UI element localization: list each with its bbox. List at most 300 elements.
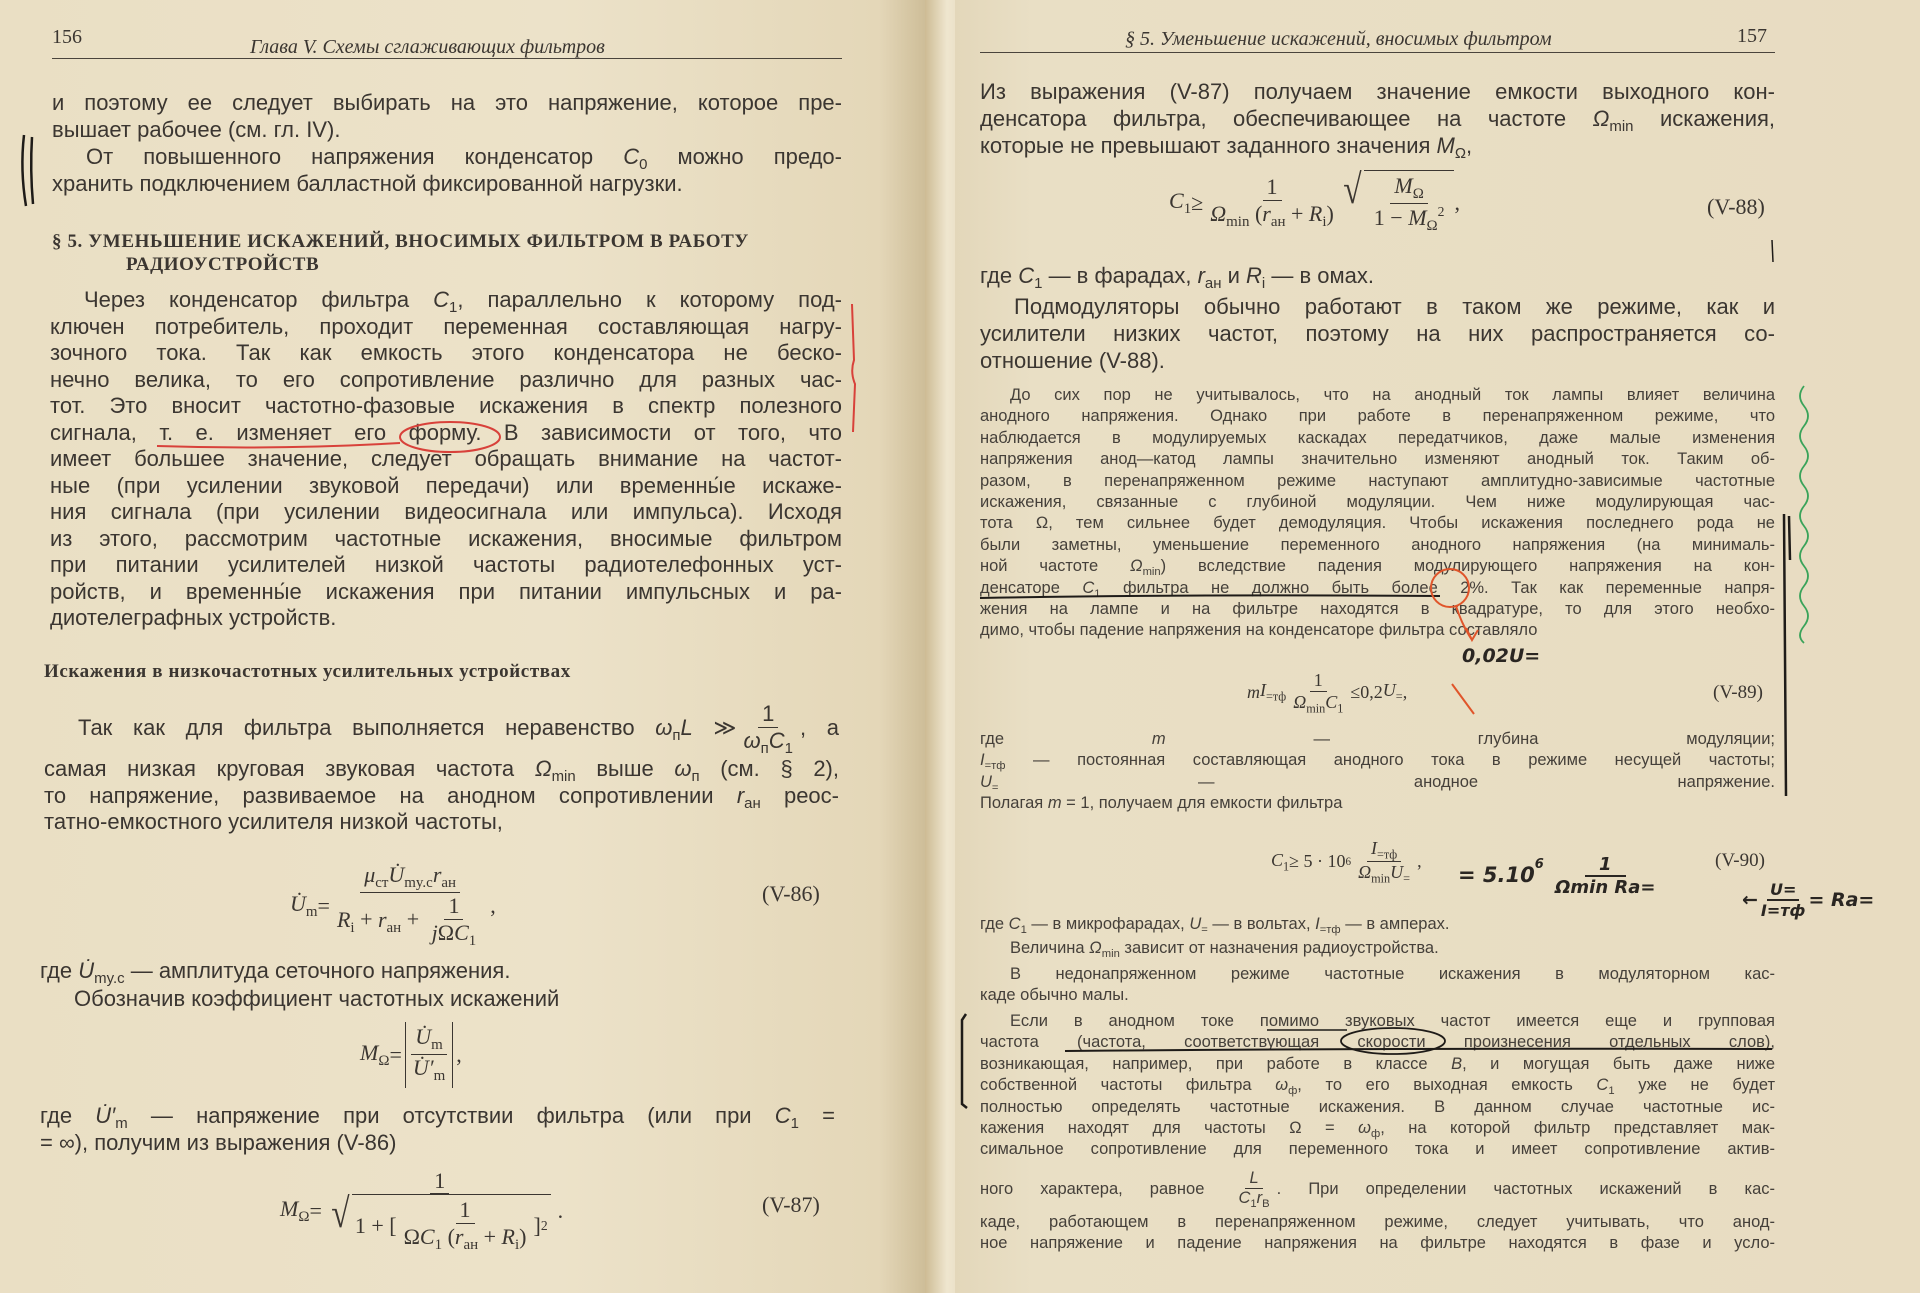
text-run: 1 xyxy=(1266,174,1278,200)
math-variable: $C_1$ xyxy=(454,919,477,949)
text-run: можно предо- xyxy=(647,144,842,169)
text-line: разом, в перенапряженном режиме наступают амплитудно-зависимые частотные xyxy=(980,471,1775,490)
math-variable: $U̇'_m$ xyxy=(412,1055,446,1085)
radicand xyxy=(352,1194,551,1254)
text-run: реос- xyxy=(760,782,839,808)
text-line: нечно велика, то его сопротивление различно для разных час- xyxy=(50,366,842,392)
paragraph xyxy=(52,144,842,197)
math-fraction xyxy=(400,1197,531,1254)
text-run: где xyxy=(40,958,79,983)
math-fraction xyxy=(405,1022,453,1088)
text-run: = xyxy=(309,1198,322,1223)
text-line: ключен потребитель, проходит переменная составляющая нагру- xyxy=(50,313,842,339)
text-run: Через конденсатор фильтра xyxy=(84,287,434,312)
math-variable: $R_i$ xyxy=(1246,263,1266,293)
text-line xyxy=(980,1075,1775,1096)
text-line xyxy=(980,105,1776,136)
handwritten-margin-note xyxy=(1742,880,1874,920)
text-line xyxy=(980,262,1775,293)
text-run: , на которой фильтр представляет мак- xyxy=(1380,1118,1775,1137)
page-number: 156 xyxy=(52,26,82,48)
math-fraction xyxy=(1206,174,1338,231)
text-run: Ω xyxy=(403,1223,420,1249)
fraction-denominator xyxy=(1370,204,1449,235)
text-line: симальное сопротивление для переменного тока и имеет сопротивление актив- xyxy=(980,1140,1775,1159)
text-run: где xyxy=(980,730,1152,748)
math-variable: $\mu_{ст}$ xyxy=(364,862,389,892)
math-variable: $C_1$ xyxy=(1325,691,1344,715)
math-variable: $M_\Omega$ xyxy=(280,1195,310,1226)
math-variable: $U_=$ xyxy=(980,772,999,794)
text-line: напряжения анод—катод лампы значительно изменяют анодный ток. Таким об- xyxy=(980,450,1775,469)
text-run: ной частоте xyxy=(980,557,1130,576)
math-variable: $\Omega_{min}$ xyxy=(1358,862,1391,886)
text-run: ≥ 5 · 10 xyxy=(1289,851,1346,872)
math-fraction xyxy=(739,701,796,757)
paragraph xyxy=(980,262,1775,293)
text-run: 1 xyxy=(762,701,775,727)
fraction-numerator xyxy=(360,862,460,893)
fraction-numerator xyxy=(1367,838,1401,862)
math-variable: $U̇'_m$ xyxy=(95,1103,128,1133)
fraction-denominator xyxy=(400,1224,531,1254)
small-print-paragraph xyxy=(980,964,1775,1007)
math-variable: $\Omega_{min}$ xyxy=(534,756,576,786)
handwritten-text: = 5.10 xyxy=(1458,863,1535,887)
text-run: ( xyxy=(442,1223,455,1249)
text-line: зочного тока. Так как емкость этого конденсатора не беско- xyxy=(50,340,842,365)
fraction-denominator xyxy=(428,920,481,950)
fraction-numerator xyxy=(1390,173,1427,204)
text-run: 1 xyxy=(434,1168,446,1193)
text-line xyxy=(980,729,1775,750)
text-line xyxy=(980,793,1775,814)
paragraph xyxy=(980,293,1775,374)
equation-number: (V-87) xyxy=(762,1192,820,1217)
subsection-heading xyxy=(44,660,834,684)
text-line: ния сигнала (при усилении видеосигнала или импульса). Исходя xyxy=(50,499,842,524)
text-line: усилители низких частот, поэтому на них распространяется со- xyxy=(980,321,1775,346)
small-print-paragraph xyxy=(980,914,1775,935)
math-variable: L xyxy=(680,715,693,740)
math-variable: $r_{ан}$ xyxy=(736,782,761,812)
text-run: то напряжение, развиваемое на анодном сопротивлении xyxy=(44,782,737,808)
fraction-numerator xyxy=(758,701,778,727)
text-run: , а xyxy=(799,715,839,740)
text-line xyxy=(44,783,839,810)
math-variable: $R_i$ xyxy=(501,1223,520,1253)
text-run: ] xyxy=(533,1213,541,1238)
fraction-denominator xyxy=(739,728,796,757)
text-run: Величина xyxy=(1010,939,1090,957)
text-line: были заметны, уменьшение переменного анодного напряжения (на минималь- xyxy=(980,535,1775,554)
text-run: — глубина модуляции; xyxy=(1165,730,1775,748)
math-variable: $C_1$ xyxy=(1596,1076,1615,1098)
equation-v89 xyxy=(1247,670,1407,715)
math-variable: $\Omega_{min}$ xyxy=(1089,939,1120,960)
text-run: денсаторе xyxy=(980,578,1083,597)
text-run: + xyxy=(401,906,425,932)
text-line: Из выражения (V-87) получаем значение емкости выходного кон- xyxy=(980,79,1775,104)
math-variable: $U_=$ xyxy=(1390,862,1411,886)
text-line: имеет большее значение, следует обращать внимание на частот- xyxy=(50,446,842,471)
text-run: кажения находят для частоты Ω = xyxy=(980,1118,1359,1137)
math-variable: B xyxy=(1451,1054,1463,1073)
math-sqrt xyxy=(329,1191,551,1254)
handwritten-numerator: U= xyxy=(1767,880,1799,901)
heading-line: § 5. УМЕНЬШЕНИЕ ИСКАЖЕНИЙ, ВНОСИМЫХ ФИЛЬТРОМ В РАБОТУ xyxy=(52,231,749,252)
text-run: возникающая, например, при работе в классе xyxy=(980,1054,1452,1073)
text-run: 1 xyxy=(448,893,460,919)
math-variable: $I_{=тф}$ xyxy=(1315,915,1341,936)
math-variable: $\Omega_{min}$ xyxy=(1293,691,1326,715)
handwritten-fraction xyxy=(1761,880,1806,920)
text-line xyxy=(980,132,1775,163)
text-run: = xyxy=(798,1103,835,1128)
equation-number: (V-90) xyxy=(1715,850,1765,871)
text-run: . xyxy=(557,1198,564,1223)
equation-number: (V-86) xyxy=(762,881,820,906)
text-line: татно-емкостного усилителя низкой частоты, xyxy=(44,809,503,834)
fraction-denominator xyxy=(409,1055,449,1085)
text-run: 1 xyxy=(1313,670,1323,690)
equation-number: (V-88) xyxy=(1707,194,1765,219)
math-fraction xyxy=(428,893,481,950)
text-line: из этого, рассмотрим частотные искажения, вносимые фильтром xyxy=(50,525,842,551)
handwritten-correction: 0,02U= xyxy=(1462,645,1541,667)
math-variable: $r_{ан}$ xyxy=(1262,200,1286,231)
text-run: = xyxy=(389,1041,402,1067)
text-line: при питании усилителей низкой частоты радиотелефонных уст- xyxy=(50,552,842,577)
right-page xyxy=(955,0,1920,1293)
math-variable: $R_i$ xyxy=(336,906,355,937)
math-variable: m xyxy=(1247,682,1260,703)
math-variable: $I_{=тф}$ xyxy=(980,751,1006,773)
equation-v90 xyxy=(1271,838,1422,886)
text-run: — анодное напряжение. xyxy=(998,772,1775,791)
math-variable: $C_1$ xyxy=(1018,263,1043,293)
handwritten-denominator: I=тф xyxy=(1760,901,1806,920)
small-print-paragraph xyxy=(980,1166,1775,1255)
text-run: , xyxy=(490,893,496,919)
handwritten-text: = Ra= xyxy=(1808,889,1875,911)
struck-text: 0,2 xyxy=(1360,682,1383,703)
text-run: + xyxy=(478,1223,502,1249)
text-line: наблюдается в модулируемых каскадах передатчиков, даже малые изменения xyxy=(980,428,1775,447)
equation-v86 xyxy=(290,862,496,950)
math-variable: $I_{=тф}$ xyxy=(1260,680,1287,704)
fraction-numerator xyxy=(444,893,463,919)
text-line: хранить подключением балластной фиксированной нагрузки. xyxy=(52,170,683,196)
text-run: . При определении частотных искажений в кас- xyxy=(1276,1180,1775,1198)
math-variable: $\omega_п$ xyxy=(743,727,769,757)
math-variable: $U̇_{my.c}$ xyxy=(388,862,433,892)
text-run: ≤ xyxy=(1350,682,1361,703)
fraction-denominator xyxy=(325,1191,555,1254)
text-run: ≫ xyxy=(692,715,737,740)
math-variable: $U̇_m$ xyxy=(415,1024,443,1054)
running-head: Глава V. Схемы сглаживающих фильтров xyxy=(250,36,605,58)
math-variable: $C_1$ xyxy=(1082,578,1101,600)
handwritten-fraction xyxy=(1555,854,1655,898)
paragraph xyxy=(52,90,842,143)
text-line xyxy=(980,556,1775,577)
text-run: искажения, xyxy=(1633,106,1776,131)
text-run: ного характера, равное xyxy=(980,1180,1232,1198)
math-variable: $C_1$ xyxy=(1238,1188,1257,1210)
page-number: 157 xyxy=(1737,25,1767,47)
text-line: диотелеграфных устройств. xyxy=(50,605,337,630)
small-print-paragraph xyxy=(980,1011,1775,1161)
fraction-numerator xyxy=(1263,174,1282,200)
fraction-denominator xyxy=(1206,201,1338,231)
text-run: , параллельно к которому под- xyxy=(457,287,843,312)
text-line: каде обычно малы. xyxy=(980,986,1129,1005)
math-variable: $C_1$ xyxy=(433,287,458,317)
text-line: Подмодуляторы обычно работают в таком же режиме, как и xyxy=(1014,294,1775,319)
text-line: искажения, связанные с глубиной модуляции. Чем ниже модулирующая час- xyxy=(980,492,1775,511)
text-line: полностью определять частотные искажения. В данном случае частотные ис- xyxy=(980,1097,1775,1116)
text-run: 1 xyxy=(459,1197,471,1223)
text-line: тота Ω, тем сильнее будет демодуляция. Чтобы искажения последнего рода не xyxy=(980,514,1775,533)
math-superscript: 2 xyxy=(540,1217,548,1233)
math-variable: $\omega_ф$ xyxy=(1275,1076,1298,1098)
text-line xyxy=(980,772,1775,793)
header-rule xyxy=(52,58,842,59)
text-run: — в амперах. xyxy=(1340,915,1450,933)
fraction-numerator xyxy=(1310,670,1327,692)
math-variable: $C_1$ xyxy=(1008,915,1027,936)
text-run: , xyxy=(456,1041,462,1067)
text-line: тот. Это вносит частотно-фазовые искажения в спектр полезного xyxy=(50,393,842,418)
text-run: фильтра не должно быть более 2%. Так как переменные напря- xyxy=(1100,578,1775,597)
fraction-numerator xyxy=(430,1168,449,1194)
handwritten-addition xyxy=(1458,854,1656,898)
text-run: — в вольтах, xyxy=(1207,915,1316,933)
math-variable: $\Omega_{min}$ xyxy=(1592,106,1634,136)
text-run: выше xyxy=(575,756,675,781)
text-line: димо, чтобы падение напряжения на конденсаторе фильтра составляло xyxy=(980,621,1538,640)
text-line: отношение (V-88). xyxy=(980,348,1165,373)
paragraph xyxy=(980,78,1776,163)
text-run: — в микрофарадах, xyxy=(1026,915,1190,933)
paragraph xyxy=(44,700,839,836)
equation-number: (V-89) xyxy=(1713,682,1763,703)
text-run: + xyxy=(354,906,378,932)
text-run: ) xyxy=(1326,200,1334,226)
text-line xyxy=(980,938,1775,959)
text-line: ройств, и временны́е искажения при питании импульсных и ра- xyxy=(50,578,842,604)
math-variable: $\Omega_{min}$ xyxy=(1130,557,1161,579)
text-run: ≥ xyxy=(1191,189,1204,215)
math-variable: $C_1$ xyxy=(768,727,793,757)
text-run: , и могущая быть даже ниже xyxy=(1462,1054,1775,1073)
text-line xyxy=(980,1166,1775,1212)
math-variable: L xyxy=(1249,1168,1259,1187)
text-run: — напряжение при отсутствии фильтра (или при xyxy=(127,1103,775,1128)
fraction-numerator xyxy=(411,1024,447,1055)
fraction-denominator xyxy=(1234,1189,1273,1211)
heading-line: РАДИОУСТРОЙСТВ xyxy=(126,254,320,275)
text-run: денсатора фильтра, обеспечивающее на частоте xyxy=(980,106,1593,131)
math-fraction xyxy=(1289,670,1347,715)
text-run: которые не превышают заданного значения xyxy=(980,133,1437,158)
paragraph xyxy=(40,986,835,1013)
text-line xyxy=(50,287,843,317)
math-fraction xyxy=(1234,1169,1273,1211)
math-fraction xyxy=(1370,173,1449,236)
math-variable: $r_{ан}$ xyxy=(1197,263,1222,293)
math-variable: $U_=$ xyxy=(1382,680,1403,704)
text-run: ) вследствие падения модулирующего напряжения на кон- xyxy=(1160,557,1775,576)
text-run: ( xyxy=(1249,200,1263,226)
math-fraction xyxy=(1354,838,1414,886)
radical-sign: √ xyxy=(1343,167,1362,213)
text-line: частота (частота, соответствующая скорости произнесения отдельных слов), xyxy=(980,1033,1775,1052)
fraction-denominator xyxy=(1289,692,1347,715)
text-line: сигнала, т. е. изменяет его форму. В зависимости от того, что xyxy=(50,419,842,445)
heading-line: Искажения в низкочастотных усилительных устройствах xyxy=(44,661,571,682)
left-page xyxy=(0,0,935,1293)
text-run: , то его выходная емкость xyxy=(1297,1076,1597,1095)
math-variable: $I_{=тф}$ xyxy=(1370,838,1398,862)
math-variable: j xyxy=(431,919,438,945)
paragraph xyxy=(50,287,842,632)
math-variable: $r_{ан}$ xyxy=(432,862,457,892)
math-variable: $C_1$ xyxy=(1271,849,1290,873)
text-line: ное напряжение и падение напряжения на фильтре находятся в фазе и усло- xyxy=(980,1234,1775,1253)
text-run: где xyxy=(980,263,1019,288)
math-variable: $M_\Omega^2$ xyxy=(1408,204,1445,235)
text-run: 1 + [ xyxy=(354,1213,397,1238)
text-line: каде, работающем в перенапряженном режиме, следует учитывать, что анод- xyxy=(980,1213,1775,1231)
text-line: жения на лампе и на фильтре находятся в квадратуре, то для этого необхо- xyxy=(980,599,1775,618)
math-variable: m xyxy=(1047,794,1062,813)
text-line: = ∞), получим из выражения (V-86) xyxy=(40,1129,397,1155)
text-line xyxy=(980,1118,1775,1139)
text-line: Обозначив коэффициент частотных искажений xyxy=(74,986,560,1011)
small-print-paragraph xyxy=(980,385,1775,642)
text-line xyxy=(52,144,842,174)
math-variable: $U̇_m$ xyxy=(290,890,318,921)
fraction-numerator xyxy=(456,1197,475,1223)
section-heading xyxy=(52,230,842,276)
math-variable: $M_\Omega$ xyxy=(360,1039,390,1070)
math-variable: $C_1$ xyxy=(774,1103,799,1133)
math-variable: $M_\Omega$ xyxy=(1394,173,1424,203)
text-line: вышает рабочее (см. гл. IV). xyxy=(52,116,341,142)
text-line xyxy=(980,1054,1775,1075)
text-run: Полагая xyxy=(980,794,1048,813)
math-variable: $\omega_п$ xyxy=(674,756,700,786)
handwritten-numerator: 1 xyxy=(1585,854,1626,877)
fraction-denominator xyxy=(1354,862,1414,885)
text-run: = xyxy=(317,893,330,919)
text-run: — в фарадах, xyxy=(1042,263,1198,288)
radical-sign: √ xyxy=(331,1191,350,1238)
handwritten-exponent: 6 xyxy=(1534,857,1544,872)
equation-v88 xyxy=(1169,167,1460,236)
math-variable: $\omega_ф$ xyxy=(1358,1118,1381,1140)
text-run: собственной частоты фильтра xyxy=(980,1076,1276,1095)
math-variable: $U_=$ xyxy=(1189,915,1208,936)
text-line xyxy=(40,1103,835,1133)
text-run: — в омах. xyxy=(1265,263,1374,288)
text-line xyxy=(40,958,835,988)
math-variable: $R_i$ xyxy=(1308,200,1327,231)
equation-v87 xyxy=(280,1168,563,1254)
text-line: До сих пор не учитывалось, что на анодный ток лампы влияет величина xyxy=(1010,386,1775,404)
text-run: 1 − xyxy=(1373,205,1409,231)
text-run: самая низкая круговая звуковая частота xyxy=(44,756,535,781)
text-run: + xyxy=(1285,200,1309,226)
text-run: От повышенного напряжения конденсатор xyxy=(86,144,624,169)
math-variable: $r_B$ xyxy=(1256,1188,1270,1210)
text-run: — постоянная составляющая анодного тока в режиме несущей частоты; xyxy=(1005,751,1775,770)
math-variable: $C_1$ xyxy=(419,1223,443,1253)
text-line xyxy=(980,578,1775,599)
arrow-left-icon: ← xyxy=(1742,889,1758,911)
fraction-numerator xyxy=(1245,1169,1262,1189)
math-variable: $C_1$ xyxy=(1169,187,1192,217)
text-run: и xyxy=(1221,263,1247,288)
text-line xyxy=(44,756,839,786)
math-variable: m xyxy=(1151,730,1166,748)
text-line: и поэтому ее следует выбирать на это напряжение, которое пре- xyxy=(52,90,842,115)
text-run: зависит от назначения радиоустройства. xyxy=(1119,939,1439,957)
text-run: = 1, получаем для емкости фильтра xyxy=(1061,794,1343,813)
text-run: ) xyxy=(519,1223,527,1249)
paragraph xyxy=(40,958,835,988)
math-sqrt xyxy=(1341,167,1455,236)
text-run: где xyxy=(980,915,1009,933)
text-line: В недонапряженном режиме частотные искажения в модуляторном кас- xyxy=(1010,965,1775,983)
text-line xyxy=(980,914,1775,935)
fraction-denominator xyxy=(333,893,487,950)
math-fraction xyxy=(333,862,487,950)
text-run: Так как для фильтра выполняется неравенство xyxy=(78,715,656,740)
small-print-paragraph xyxy=(980,938,1775,959)
running-head: § 5. Уменьшение искажений, вносимых фильтром xyxy=(1125,28,1552,50)
radicand xyxy=(1364,170,1455,236)
math-superscript: 6 xyxy=(1345,855,1352,868)
text-line xyxy=(44,700,839,756)
text-line: Если в анодном токе помимо звуковых частот имеется еще и групповая xyxy=(1010,1012,1775,1030)
math-variable: $U̇_{my.c}$ xyxy=(78,958,125,988)
header-rule xyxy=(980,52,1775,53)
small-print-paragraph xyxy=(980,729,1775,815)
text-run: , xyxy=(1454,189,1460,215)
text-run: , xyxy=(1417,851,1422,872)
text-run: — амплитуда сеточного напряжения. xyxy=(124,958,511,983)
math-variable: $r_{ан}$ xyxy=(377,906,402,937)
text-line: анодного напряжения. Однако при работе в перенапряженном режиме, что xyxy=(980,407,1775,426)
text-line xyxy=(980,750,1775,771)
math-fraction xyxy=(325,1168,555,1254)
equation-m-omega xyxy=(360,1022,462,1088)
text-line: ные (при усилении звуковой передачи) или временны́е искаже- xyxy=(50,472,842,498)
text-run: где xyxy=(40,1103,96,1128)
math-variable: $r_{ан}$ xyxy=(454,1223,479,1253)
text-run: Ω xyxy=(437,919,455,945)
math-variable: $C_0$ xyxy=(623,144,648,174)
text-run: (см. § 2), xyxy=(699,756,839,781)
text-run: , xyxy=(1466,133,1473,158)
text-run: уже не будет xyxy=(1614,1076,1776,1095)
text-run: , xyxy=(1402,682,1408,703)
handwritten-denominator: Ωmin Ra= xyxy=(1555,877,1656,898)
math-variable: $M_\Omega$ xyxy=(1436,133,1467,163)
